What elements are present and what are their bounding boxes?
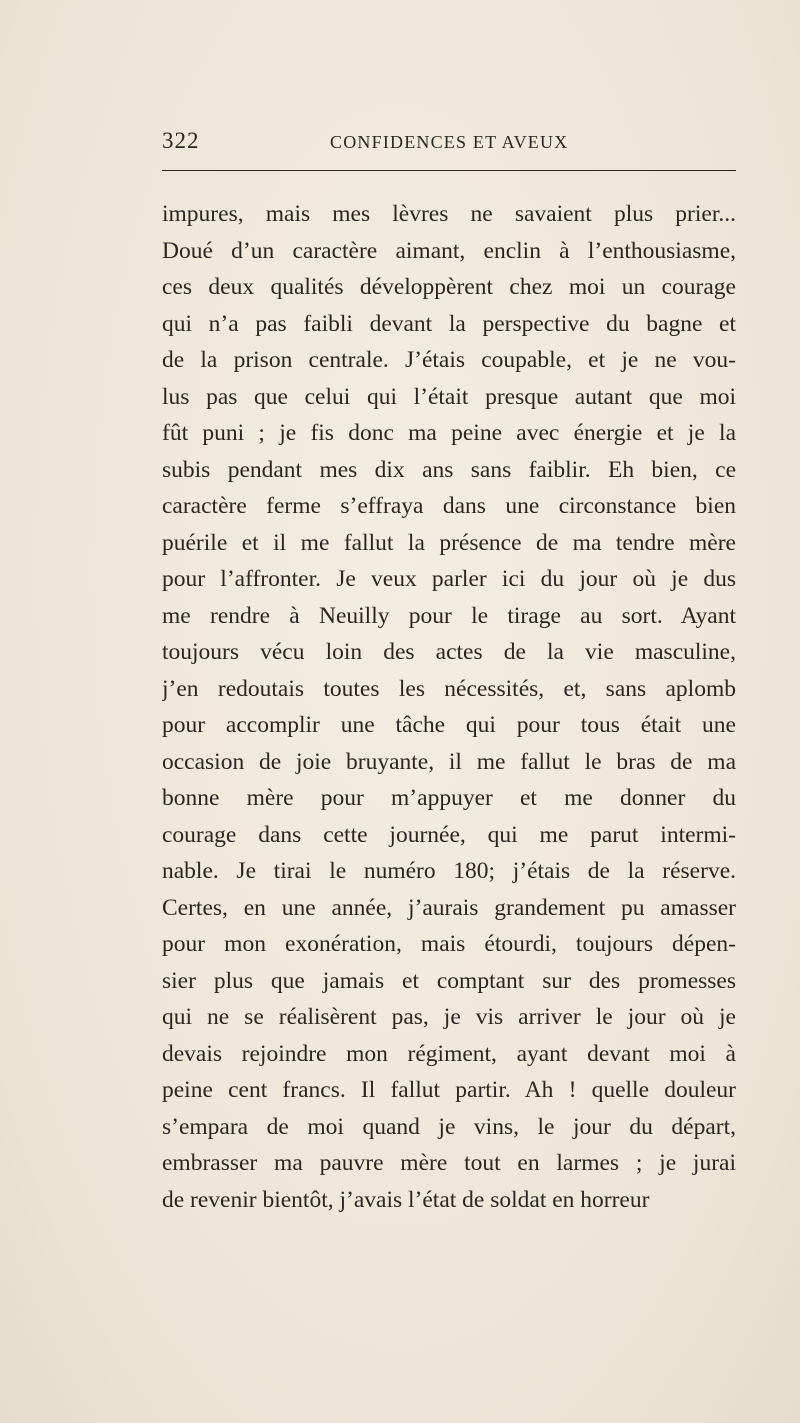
text-line: Doué d’un caractère aimant, enclin à l’enthousiasme,: [162, 237, 736, 264]
running-head: [162, 128, 736, 158]
text-line: occasion de joie bruyante, il me fallut le bras de ma: [162, 748, 736, 775]
text-line: puérile et il me fallut la présence de ma tendre mère: [162, 529, 736, 556]
text-line: me rendre à Neuilly pour le tirage au sort. Ayant: [162, 602, 736, 629]
text-line: de la prison centrale. J’étais coupable, et je ne vou-: [162, 347, 736, 373]
text-line: ces deux qualités développèrent chez moi un courage: [162, 274, 736, 300]
text-line: devais rejoindre mon régiment, ayant devant moi à: [162, 1040, 736, 1067]
text-line: peine cent francs. Il fallut partir. Ah ! quelle douleur: [162, 1077, 736, 1103]
text-line: lus pas que celui qui l’était presque autant que moi: [162, 383, 736, 410]
text-line: bonne mère pour m’appuyer et me donner du: [162, 785, 736, 811]
text-line: impures, mais mes lèvres ne savaient plus prier...: [162, 201, 736, 227]
running-title: CONFIDENCES ET AVEUX: [330, 132, 569, 152]
text-line: subis pendant mes dix ans sans faiblir. Eh bien, ce: [162, 456, 736, 483]
text-line: qui ne se réalisèrent pas, je vis arriver le jour où je: [162, 1004, 736, 1030]
text-line: s’empara de moi quand je vins, le jour du départ,: [162, 1113, 736, 1140]
text-line: pour l’affronter. Je veux parler ici du jour où je dus: [162, 566, 736, 592]
text-line: j’en redoutais toutes les nécessités, et, sans aplomb: [162, 675, 736, 702]
text-line: Certes, en une année, j’aurais grandement pu amasser: [162, 894, 736, 921]
body-text: [162, 196, 736, 1218]
text-line: fût puni ; je fis donc ma peine avec énergie et je la: [162, 420, 736, 446]
text-line: pour mon exonération, mais étourdi, toujours dépen-: [162, 931, 736, 957]
text-line: embrasser ma pauvre mère tout en larmes ; je jurai: [162, 1150, 736, 1176]
text-line: toujours vécu loin des actes de la vie masculine,: [162, 639, 736, 665]
text-line: qui n’a pas faibli devant la perspective du bagne et: [162, 310, 736, 337]
text-line: de revenir bientôt, j’avais l’état de soldat en horreur: [162, 1186, 650, 1213]
text-line: nable. Je tirai le numéro 180; j’étais de la réserve.: [162, 858, 736, 884]
header-rule: [162, 170, 736, 171]
page-number: 322: [162, 128, 200, 153]
text-line: sier plus que jamais et comptant sur des promesses: [162, 967, 736, 994]
text-line: courage dans cette journée, qui me parut intermi-: [162, 821, 736, 848]
text-line: pour accomplir une tâche qui pour tous était une: [162, 712, 736, 738]
text-line: caractère ferme s’effraya dans une circonstance bien: [162, 493, 736, 519]
